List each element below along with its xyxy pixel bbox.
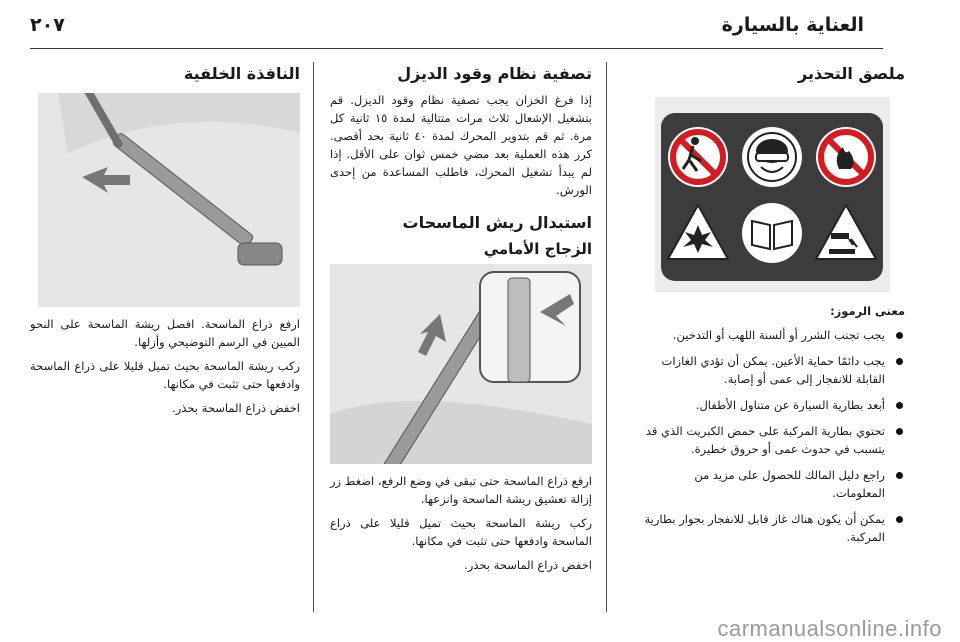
rear-wiper-illustration <box>38 93 300 307</box>
page-header <box>0 0 960 52</box>
list-item: أبعد بطارية السيارة عن متناول الأطفال. <box>640 396 905 414</box>
rear-step-3: اخفض ذراع الماسحة بحذر. <box>172 401 300 415</box>
warning-label-panel <box>661 113 883 281</box>
legend-list <box>640 326 905 546</box>
column-divider-left <box>313 62 314 612</box>
rear-window-title: النافذة الخلفية <box>183 64 300 83</box>
rear-step-1: ارفع ذراع الماسحة. افصل ريشة الماسحة على النحو المبين في الرسم التوضيحي وأزلها. <box>30 317 300 349</box>
list-item: يمكن أن يكون هناك غاز قابل للانفجار بجوار بطارية المركبة. <box>640 510 905 546</box>
windscreen-wiper-illustration <box>330 264 592 464</box>
explosive-gas-icon <box>668 205 728 259</box>
watermark: carmanualsonline.info <box>717 616 942 641</box>
no-fire-icon <box>816 127 876 187</box>
header-rule <box>30 48 883 49</box>
read-manual-icon <box>742 203 802 263</box>
warning-label-title: ملصق التحذير <box>798 64 905 83</box>
rear-step-2: ركب ريشة الماسحة بحيث تميل قليلا على ذراع الماسحة وادفعها حتى تثبت في مكانها. <box>30 359 300 391</box>
wiper-replacement-title: استبدال ريش الماسحات <box>402 213 592 232</box>
warning-symbols <box>661 113 883 281</box>
legend-title: معنى الرموز: <box>830 304 905 318</box>
windscreen-subtitle: الزجاج الأمامي <box>483 240 592 258</box>
eye-protection-icon <box>742 127 802 187</box>
list-item: يجب دائمًا حماية الأعين. يمكن أن تؤدي الغازات القابلة للانفجار إلى عمى أو إصابة. <box>640 352 905 388</box>
rear-window-section <box>30 52 300 612</box>
diesel-and-wiper-section <box>330 52 592 612</box>
list-item: تحتوي بطارية المركبة على حمض الكبريت الذي قد يتسبب في حدوث عمى أو حروق خطيرة. <box>640 422 905 458</box>
corrosive-acid-icon <box>816 205 876 259</box>
warning-label-figure <box>655 97 890 292</box>
page-number: ٢٠٧ <box>30 14 65 36</box>
rear-wiper-drawing <box>38 93 300 307</box>
wiper-step-2: ركب ريشة الماسحة بحيث تميل قليلا على ذراع الماسحة وادفعها حتى تثبت في مكانها. <box>330 516 592 548</box>
keep-children-away-icon <box>668 127 728 187</box>
wiper-step-1: ارفع ذراع الماسحة حتى تبقى في وضع الرفع، اضغط زر إزالة تعشيق ريشة الماسحة وانزعها. <box>330 474 592 506</box>
column-divider-right <box>606 62 607 612</box>
diesel-filter-title: تصفية نظام وقود الديزل <box>397 64 592 83</box>
windscreen-wiper-drawing <box>330 264 592 464</box>
wiper-step-3: اخفض ذراع الماسحة بحذر. <box>464 558 592 572</box>
list-item: يجب تجنب الشرر أو ألسنة اللهب أو التدخين. <box>640 326 905 344</box>
warning-label-section <box>640 52 905 612</box>
diesel-filter-body: إذا فرغ الخزان يجب تصفية نظام وقود الديزل. قم بتشغيل الإشعال ثلاث مرات متتالية لمدة ١٥ ثانية كل مرة. ثم قم بتدوير المحرك لمدة ٤٠ ثانية بحد أقصى. كرر هذه العملية بعد مضي خمس ثوان على الأقل. إذا لم يبدأ تشغيل المحرك، فاطلب المساعدة من إحدى الورش. <box>330 93 592 197</box>
list-item: راجع دليل المالك للحصول على مزيد من المعلومات. <box>640 466 905 502</box>
section-title: العناية بالسيارة <box>721 14 864 36</box>
